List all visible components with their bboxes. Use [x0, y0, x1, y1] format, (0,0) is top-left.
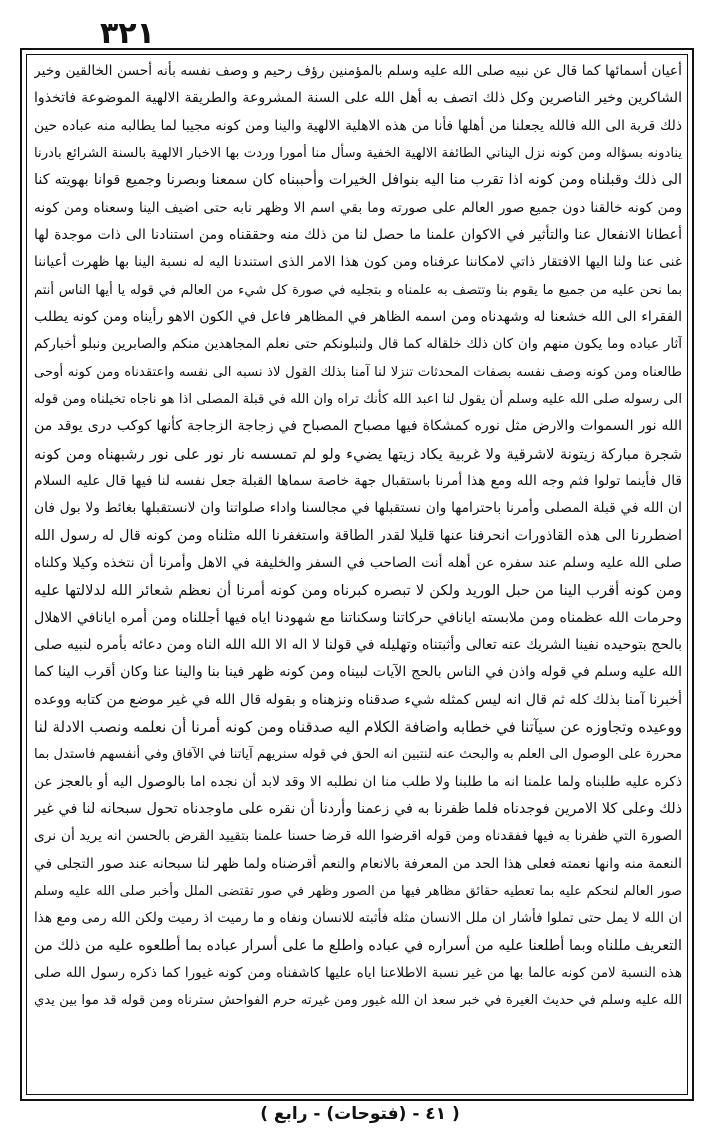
text-line: هذه النسبة لامن كونه عالما بها من غير نسبة الاطلاعنا اياه عليها كاشفناه ومن كونه غيورا كما ذكره رسول الله صلى — [34, 964, 682, 981]
text-line: الله عليه وسلم في قوله واذن في الناس بالحج الآيات لبيناه ومن كونه ظهر فينا بنا والينا عنا وكان أقرب الينا كما — [34, 664, 682, 681]
text-line: ان الله في قبلة المصلى وأمرنا باحترامها وان نستقبلها في مجالسنا واداء صلواتنا وان لانستقبلها بغائط ولا بول فان — [34, 500, 682, 517]
text-line: الى رسوله صلى الله عليه وسلم أن يقول لنا اعبد الله كأنك تراه وان الله في قبلة المصلى اذا هو ناجاه تخيلناه ومن قوله — [34, 391, 682, 407]
text-line: غنى عنا ولنا اليها الافتقار ذاتي لامكاننا عرفناه ومن كون هذا الامر الذى استندنا اليه له نسبة الينا بها ظهرت أعياننا — [34, 254, 682, 271]
text-line: الله عليه وسلم في حديث الغيرة في خبر سعد ان الله غيور ومن غيرته حرم الفواحش سترناه ومن قوله قد موا بين يدي — [34, 993, 682, 1009]
text-line: ذكره عليه طلبناه ولما علمنا انه ما طلبنا ولا طلب منا ان نطلبه الا وقد لابد أن نجده اما بالوصول اليه أو بالعجز عن — [34, 773, 682, 790]
text-line: الله نور السموات والارض مثل نوره كمشكاة فيها مصباح المصباح في زجاجة الزجاجة كأنها كوكب درى يوقد من — [34, 418, 682, 435]
text-line: بما نحن عليه من جميع ما يقوم بنا وتتصف به علمناه و بتجليه في صورة كل شيء من العالم في قوله يا أيها الناس أنتم — [34, 282, 682, 298]
text-line: النعمة منه وانها نعمته فعلى هذا الحد من المعرفة بالانعام والنعم أقرضناه ولما ظهر لنا سبحانه عند صور التجلى في — [34, 855, 682, 872]
text-line: ان الله لا يمل حتى تملوا فأشار ان ملل الانسان مثله فأثبته للانسان ونفاه و ما رميت اذ رميت ولكن الله رمى ومع هذا — [34, 910, 682, 927]
page-footer: ( ٤١ - (فتوحات) - رابع ) — [260, 1104, 460, 1124]
text-line: صور العالم لنحكم عليه بما تعطيه حقائق مظاهر فيها من الصور وظهر في صور تقتضى الملل وأخبر صلى الله عليه وسلم — [34, 883, 682, 899]
text-line: وحرمات الله عظمناه ومن ملابسته ايانافي حركاتنا وسكناتنا مع شهودنا اياه فيها أجللناه ومن أمره ايانافي الاهلال — [34, 609, 682, 626]
text-line: ذلك قربة الى الله فالله يجعلنا من أهلها فأنا من هذه الاهلية الالهية والينا ومن كونه مجيبا لما يطالبه منه عباده حين — [34, 117, 682, 134]
text-line: قال فأينما تولوا فثم وجه الله ومع هذا أمرنا باستقبال جهة خاصة سماها القبلة جعل نفسه لنا فيها قال عليه السلام — [34, 472, 682, 489]
text-line: ومن كونه خالقنا دون جميع صور العالم على صورته وما بقي اسم الا وظهر نابه حتى اضيف الينا وسعناه ومن كونه — [34, 199, 682, 216]
text-line: الصورة التي ظفرنا به فيها ففقدناه ومن قوله اقرضوا الله قرضا حسنا علمنا بتقييد القرض بالحسن انه يريد أن نرى — [34, 828, 682, 845]
text-line: شجرة مباركة زيتونة لاشرقية ولا غربية يكاد زيتها يضيء ولو لم تمسسه نار نور على نور رشبهناه ومن كونه — [34, 445, 682, 463]
text-line: ووعيده وتجاوزه عن سيآتنا في خطابه واضافة الكلام اليه صدقناه ومن كونه أمرنا أن نعلمه ونصب الادلة لنا — [34, 717, 682, 736]
text-line: آثار عباده وما يكون منهم وان كان ذلك خلقاله كما قال ولنبلونكم حتى نعلم المجاهدين منكم والصابرين ونبلو أخباركم — [34, 336, 682, 353]
text-line: أعيان أسمائها كما قال عن نبيه صلى الله عليه وسلم بالمؤمنين رؤف رحيم و وصف نفسه بأنه أحسن الخالقين وخير — [34, 63, 682, 79]
text-line: الشاكرين وخير الناصرين وكل ذلك اتصف به أهل الله على السنة المشروعة والطريقة الالهية الموضوعة فاتخذوا — [34, 90, 682, 107]
text-line: ينادونه بسؤاله ومن كونه نزل اليناني الطائفة الالهية الخفية وسأل منا أمورا وردت بها الاخبار الالهية بالسنة الشرائع بادرنا — [34, 145, 682, 161]
text-line: الفقراء الى الله خشعنا له وشهدناه ومن اسمه الظاهر في المظاهر فاعل في الكون الاهو رأيناه ومن كونه يطلب — [34, 308, 682, 325]
text-line: ومن كونه أقرب الينا من حبل الوريد ولكن لا تبصره كبرناه ومن كونه أمرنا أن نعظم شعائر الله لدلالتها عليه — [34, 582, 682, 600]
page-number: ٣٢١ — [100, 16, 155, 51]
body-text — [34, 58, 682, 1094]
text-line: التعريف مللناه وبما أطلعنا عليه من أسراره في عباده واطلع ما على أسرار عباده بما أطلعوه عليه من ذلك من — [34, 937, 682, 954]
text-line: الى ذلك وقبلناه ومن كونه اذا تقرب منا اليه بنوافل الخيرات وأحببناه كان سمعنا وبصرنا وجميع قوانا بهويته كنا — [34, 172, 682, 189]
text-line: أعطانا الانفعال عنا والتأثير في الاكوان علمنا ما حصل لنا من ذلك منه وحققناه ومن استنادنا الى ذات موجدة لها — [34, 226, 682, 243]
text-line: أخبرنا آمنا بذلك كله ثم قال انه ليس كمثله شيء صدقناه ونزهناه و بقوله قال الله في غير موضع من كتابه ووعده — [34, 691, 682, 708]
text-line: اضطررنا الى هذه القاذورات انحرفنا عنها قليلا لقدر الطاقة واستغفرنا الله مثلناه ومن كونه قال له رسول الله — [34, 527, 682, 544]
text-line: طالعناه ومن كونه وصف نفسه بصفات المحدثات تنزلا لنا آمنا بذلك القول لاذ نسبه الى نفسه واعتقدناه ومن كونه أوحى — [34, 364, 682, 380]
text-line: صلى الله عليه وسلم عند سفره عن أهله أنت الصاحب في السفر والخليفة في الاهل وأمرنا أن نتخذه وكيلا وكلناه — [34, 554, 682, 571]
text-line: محررة على الوصول الى العلم به والبحث عنه لنتبين انه الحق في قوله سنريهم آياتنا في الآفاق وفي أنفسهم فاستدل بما — [34, 747, 682, 763]
text-line: بالحج بتوحيده نفينا الشريك عنه تعالى وأثبتناه وتهليله في قولنا لا اله الا الله الله الناه ومن دعائه بأمره لنبيه صلى — [34, 636, 682, 653]
text-line: ذلك وعلى كلا الامرين فوجدناه فلما ظفرنا به في زعمنا وأردنا أن نقره على ماوجدناه تحول سبحانه لنا في غير — [34, 800, 682, 817]
